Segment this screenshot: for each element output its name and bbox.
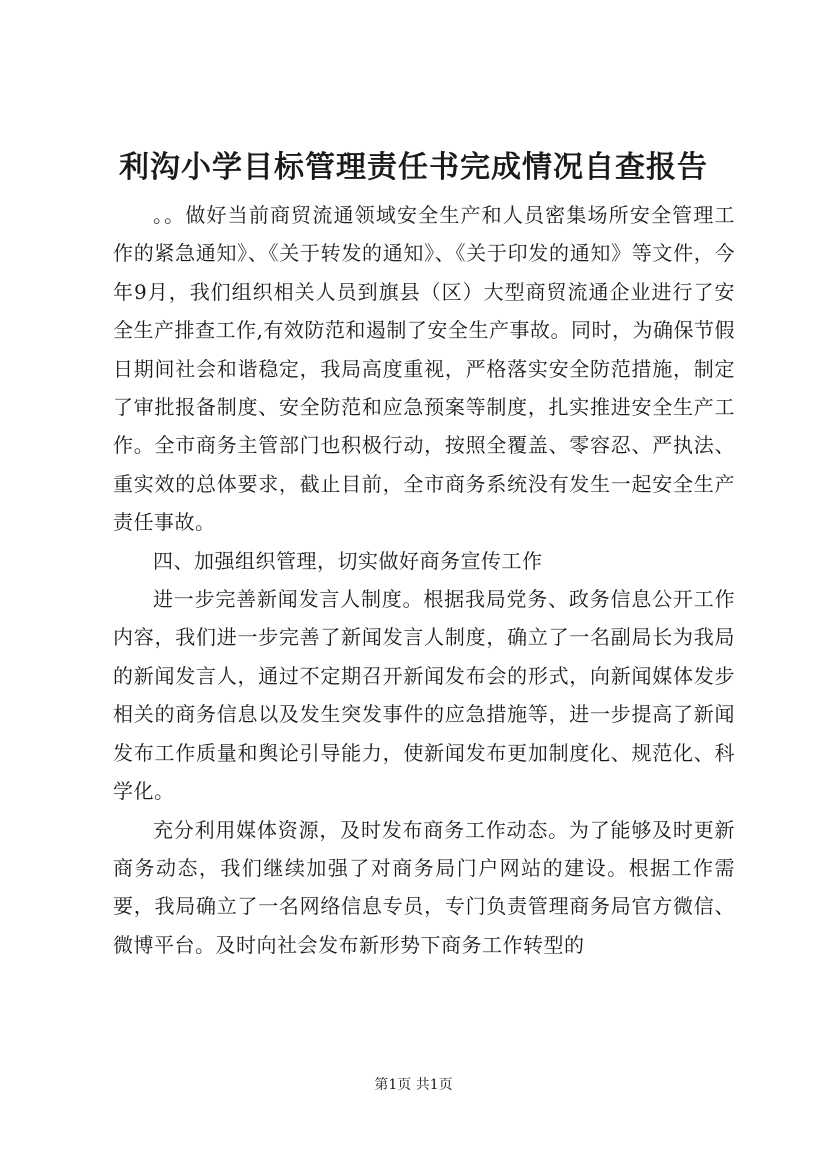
paragraph-media-resources: 充分利用媒体资源，及时发布商务工作动态。为了能够及时更新商务动态，我们继续加强了对商务局门户网站的建设。根据工作需要，我局确立了一名网络信息专员，专门负责管理商务局官方微信、微博平台。及时向社会发布新形势下商务工作转型的 — [113, 817, 735, 957]
section-heading-publicity: 四、加强组织管理，切实做好商务宣传工作 — [153, 548, 543, 573]
paragraph-spokesperson-system: 进一步完善新闻发言人制度。根据我局党务、政务信息公开工作内容，我们进一步完善了新闻发言人制度，确立了一名副局长为我局的新闻发言人，通过不定期召开新闻发布会的形式，向新闻媒体发步相关的商务信息以及发生突发事件的应急措施等，进一步提高了新闻发布工作质量和舆论引导能力，使新闻发布更加制度化、规范化、科学化。 — [113, 587, 735, 804]
document-title: 利沟小学目标管理责任书完成情况自查报告 — [119, 150, 708, 185]
document-body — [113, 196, 735, 964]
paragraph-safety-production: 。。做好当前商贸流通领域安全生产和人员密集场所安全管理工作的紧急通知》、《关于转发的通知》、《关于印发的通知》等文件，今年9月，我们组织相关人员到旗县（区）大型商贸流通企业进行了安全生产排查工作,有效防范和遏制了安全生产事故。同时，为确保节假日期间社会和谐稳定，我局高度重视，严格落实安全防范措施，制定了审批报备制度、安全防范和应急预案等制度，扎实推进安全生产工作。全市商务主管部门也积极行动，按照全覆盖、零容忍、严执法、重实效的总体要求，截止目前，全市商务系统没有发生一起安全生产责任事故。 — [113, 203, 735, 535]
page-number-footer: 第1页 共1页 — [374, 1077, 453, 1093]
